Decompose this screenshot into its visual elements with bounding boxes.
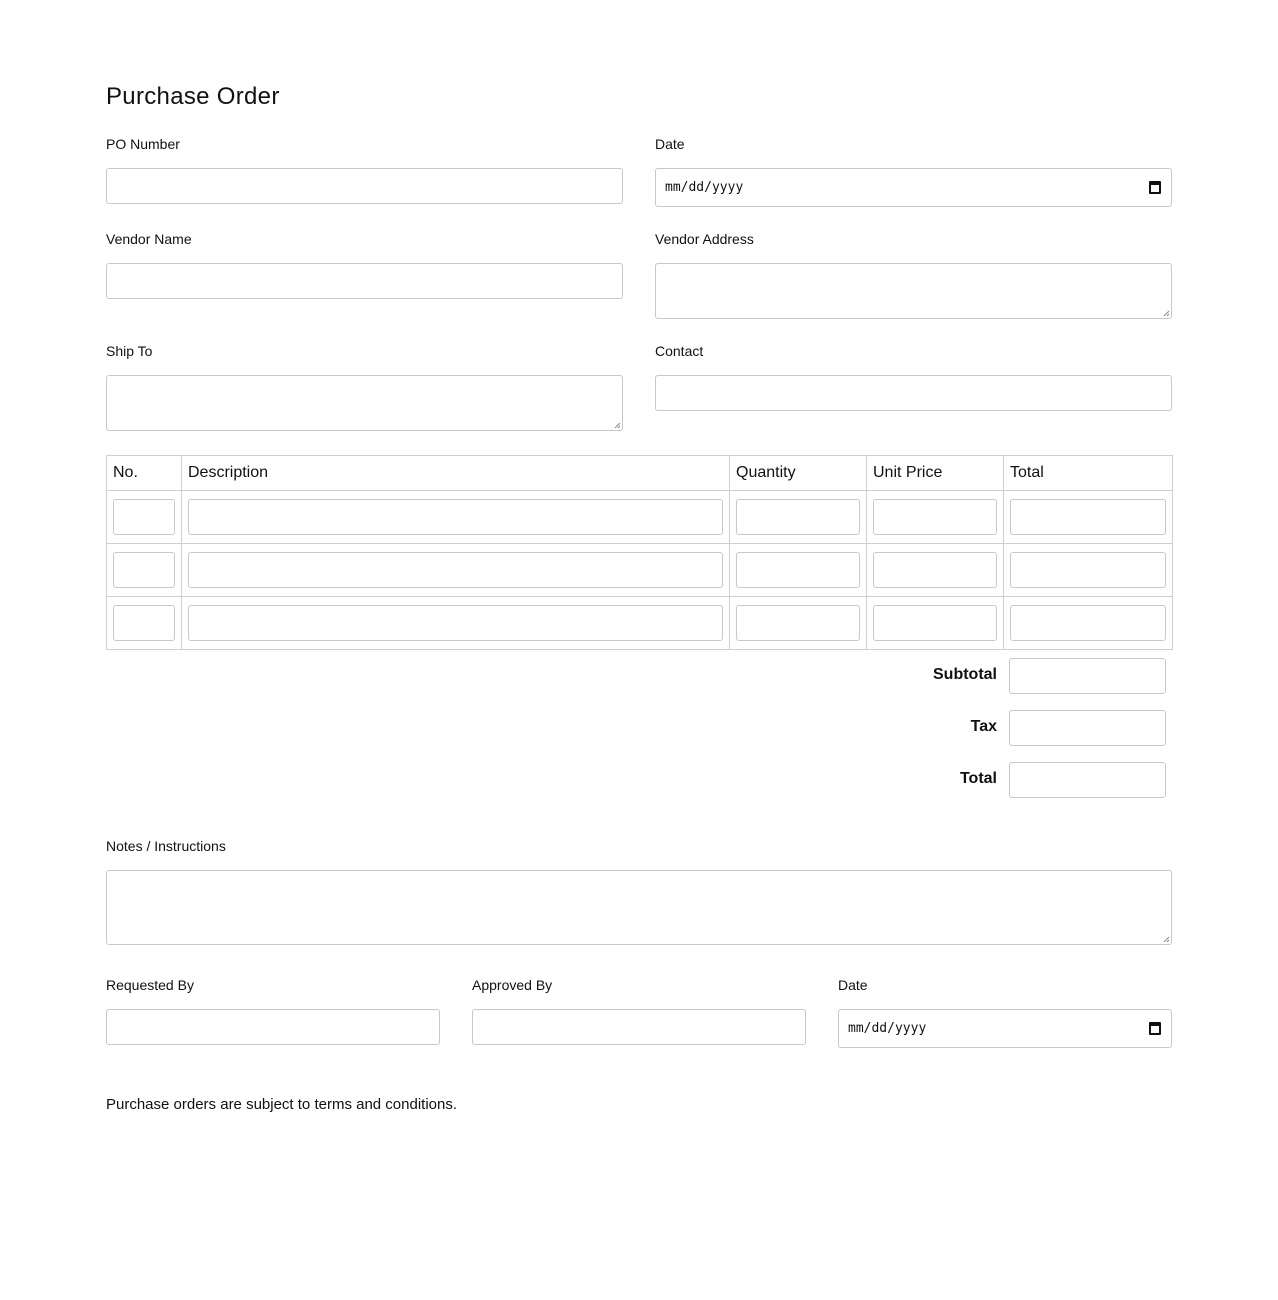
- item-no-input[interactable]: [113, 605, 175, 641]
- table-header-row: [107, 456, 1173, 491]
- item-unit-price-input[interactable]: [873, 552, 997, 588]
- grand-total-input[interactable]: [1009, 762, 1166, 798]
- resize-grip-icon[interactable]: [1162, 309, 1170, 317]
- resize-grip-icon[interactable]: [613, 421, 621, 429]
- cell-description: [182, 491, 730, 544]
- approval-date-input[interactable]: [838, 1009, 1172, 1048]
- subtotal-label: Subtotal: [933, 666, 997, 683]
- cell-total: [1004, 544, 1173, 597]
- subtotal-input[interactable]: [1009, 658, 1166, 694]
- cell-description: [182, 597, 730, 650]
- item-quantity-input[interactable]: [736, 605, 860, 641]
- column-header-quantity: Quantity: [730, 456, 867, 491]
- tax-input[interactable]: [1009, 710, 1166, 746]
- notes-label: Notes / Instructions: [106, 838, 226, 854]
- approved-by-label: Approved By: [472, 977, 553, 993]
- ship-to-label: Ship To: [106, 343, 153, 359]
- requested-by-input[interactable]: [106, 1009, 440, 1045]
- item-description-input[interactable]: [188, 605, 723, 641]
- po-number-label: PO Number: [106, 136, 180, 152]
- table-row: [107, 544, 1173, 597]
- item-total-input[interactable]: [1010, 499, 1166, 535]
- line-items-table: [106, 455, 1173, 650]
- item-no-input[interactable]: [113, 552, 175, 588]
- contact-input[interactable]: [655, 375, 1172, 411]
- ship-to-textarea[interactable]: [106, 375, 623, 431]
- vendor-address-textarea[interactable]: [655, 263, 1172, 319]
- calendar-icon[interactable]: [1149, 1022, 1161, 1035]
- table-row: [107, 491, 1173, 544]
- item-description-input[interactable]: [188, 552, 723, 588]
- cell-quantity: [730, 544, 867, 597]
- item-total-input[interactable]: [1010, 605, 1166, 641]
- terms-note: Purchase orders are subject to terms and conditions.: [106, 1096, 458, 1113]
- vendor-name-label: Vendor Name: [106, 231, 192, 247]
- requested-by-label: Requested By: [106, 977, 194, 993]
- item-quantity-input[interactable]: [736, 552, 860, 588]
- date-placeholder: mm/dd/yyyy: [665, 180, 744, 195]
- cell-no: [107, 544, 182, 597]
- cell-quantity: [730, 597, 867, 650]
- cell-total: [1004, 491, 1173, 544]
- vendor-name-input[interactable]: [106, 263, 623, 299]
- date-label: Date: [655, 136, 685, 152]
- item-description-input[interactable]: [188, 499, 723, 535]
- cell-total: [1004, 597, 1173, 650]
- grand-total-label: Total: [959, 770, 997, 787]
- date-input[interactable]: [655, 168, 1172, 207]
- item-no-input[interactable]: [113, 499, 175, 535]
- cell-unit-price: [867, 491, 1004, 544]
- tax-label: Tax: [970, 718, 997, 735]
- page-title: Purchase Order: [106, 83, 280, 110]
- po-number-input[interactable]: [106, 168, 623, 204]
- vendor-address-label: Vendor Address: [655, 231, 754, 247]
- cell-description: [182, 544, 730, 597]
- date-placeholder: mm/dd/yyyy: [848, 1021, 927, 1036]
- item-quantity-input[interactable]: [736, 499, 860, 535]
- cell-no: [107, 597, 182, 650]
- resize-grip-icon[interactable]: [1162, 935, 1170, 943]
- table-row: [107, 597, 1173, 650]
- cell-unit-price: [867, 597, 1004, 650]
- item-unit-price-input[interactable]: [873, 499, 997, 535]
- column-header-unit-price: Unit Price: [867, 456, 1004, 491]
- contact-label: Contact: [655, 343, 704, 359]
- notes-textarea[interactable]: [106, 870, 1172, 945]
- cell-quantity: [730, 491, 867, 544]
- cell-unit-price: [867, 544, 1004, 597]
- approval-date-label: Date: [838, 977, 868, 993]
- column-header-description: Description: [182, 456, 730, 491]
- item-unit-price-input[interactable]: [873, 605, 997, 641]
- approved-by-input[interactable]: [472, 1009, 806, 1045]
- item-total-input[interactable]: [1010, 552, 1166, 588]
- calendar-icon[interactable]: [1149, 181, 1161, 194]
- cell-no: [107, 491, 182, 544]
- column-header-no: No.: [107, 456, 182, 491]
- column-header-total: Total: [1004, 456, 1173, 491]
